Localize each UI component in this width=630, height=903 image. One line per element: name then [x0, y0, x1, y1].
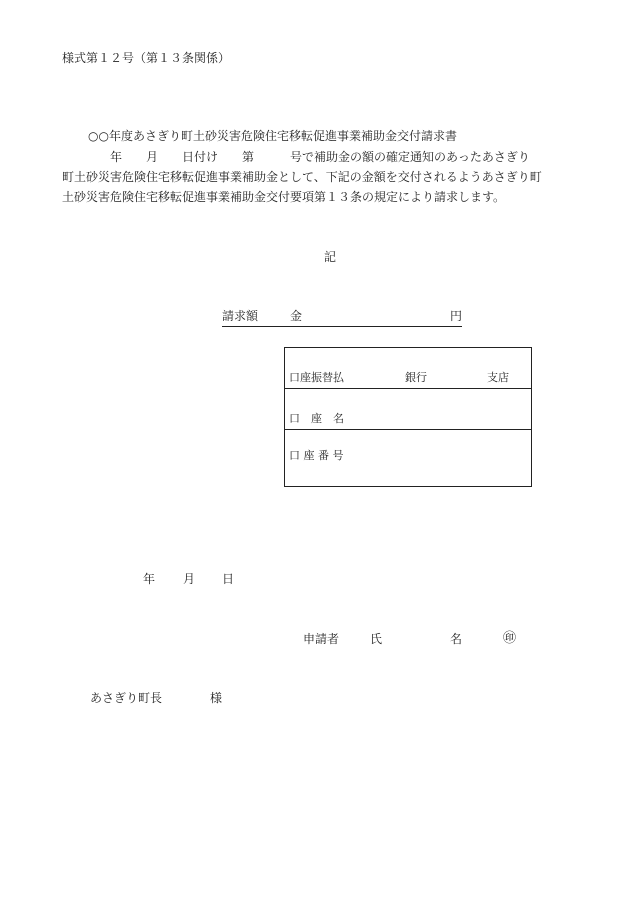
body-line-3: 土砂災害危険住宅移転促進事業補助金交付要項第１３条の規定により請求します。	[62, 190, 506, 204]
transfer-row	[285, 348, 531, 389]
date-day: 日	[222, 572, 235, 586]
account-name-label: 口 座 名	[289, 412, 344, 425]
transfer-label: 口座振替払	[289, 371, 344, 384]
claim-amount-row	[222, 310, 462, 327]
date-year: 年	[143, 572, 156, 586]
ki-heading: 記	[324, 250, 337, 264]
account-name-row	[285, 389, 531, 430]
addressee-honorific: 様	[210, 691, 223, 705]
name-mei: 名	[450, 632, 463, 646]
body-line-1: 年 月 日付け 第 号で補助金の額の確定通知のあったあさぎり	[62, 150, 530, 164]
date-month: 月	[183, 572, 196, 586]
body-line-2: 町土砂災害危険住宅移転促進事業補助金として、下記の金額を交付されるようあさぎり町	[62, 170, 542, 184]
name-shi: 氏	[370, 632, 383, 646]
claim-label: 請求額	[222, 309, 259, 323]
form-number: 様式第１２号（第１３条関係）	[62, 51, 231, 65]
account-number-row	[285, 430, 531, 486]
branch-suffix: 支店	[487, 371, 509, 384]
account-number-label: 口 座 番 号	[289, 449, 344, 462]
addressee-mayor: あさぎり町長	[90, 691, 163, 705]
applicant-label: 申請者	[303, 632, 340, 646]
bank-account-box	[284, 347, 532, 487]
claim-yen: 円	[449, 309, 462, 323]
claim-kin: 金	[290, 309, 303, 323]
bank-suffix: 銀行	[405, 371, 427, 384]
seal-mark: ㊞	[503, 631, 517, 646]
document-title: ○○年度あさぎり町土砂災害危険住宅移転促進事業補助金交付請求書	[88, 129, 457, 143]
